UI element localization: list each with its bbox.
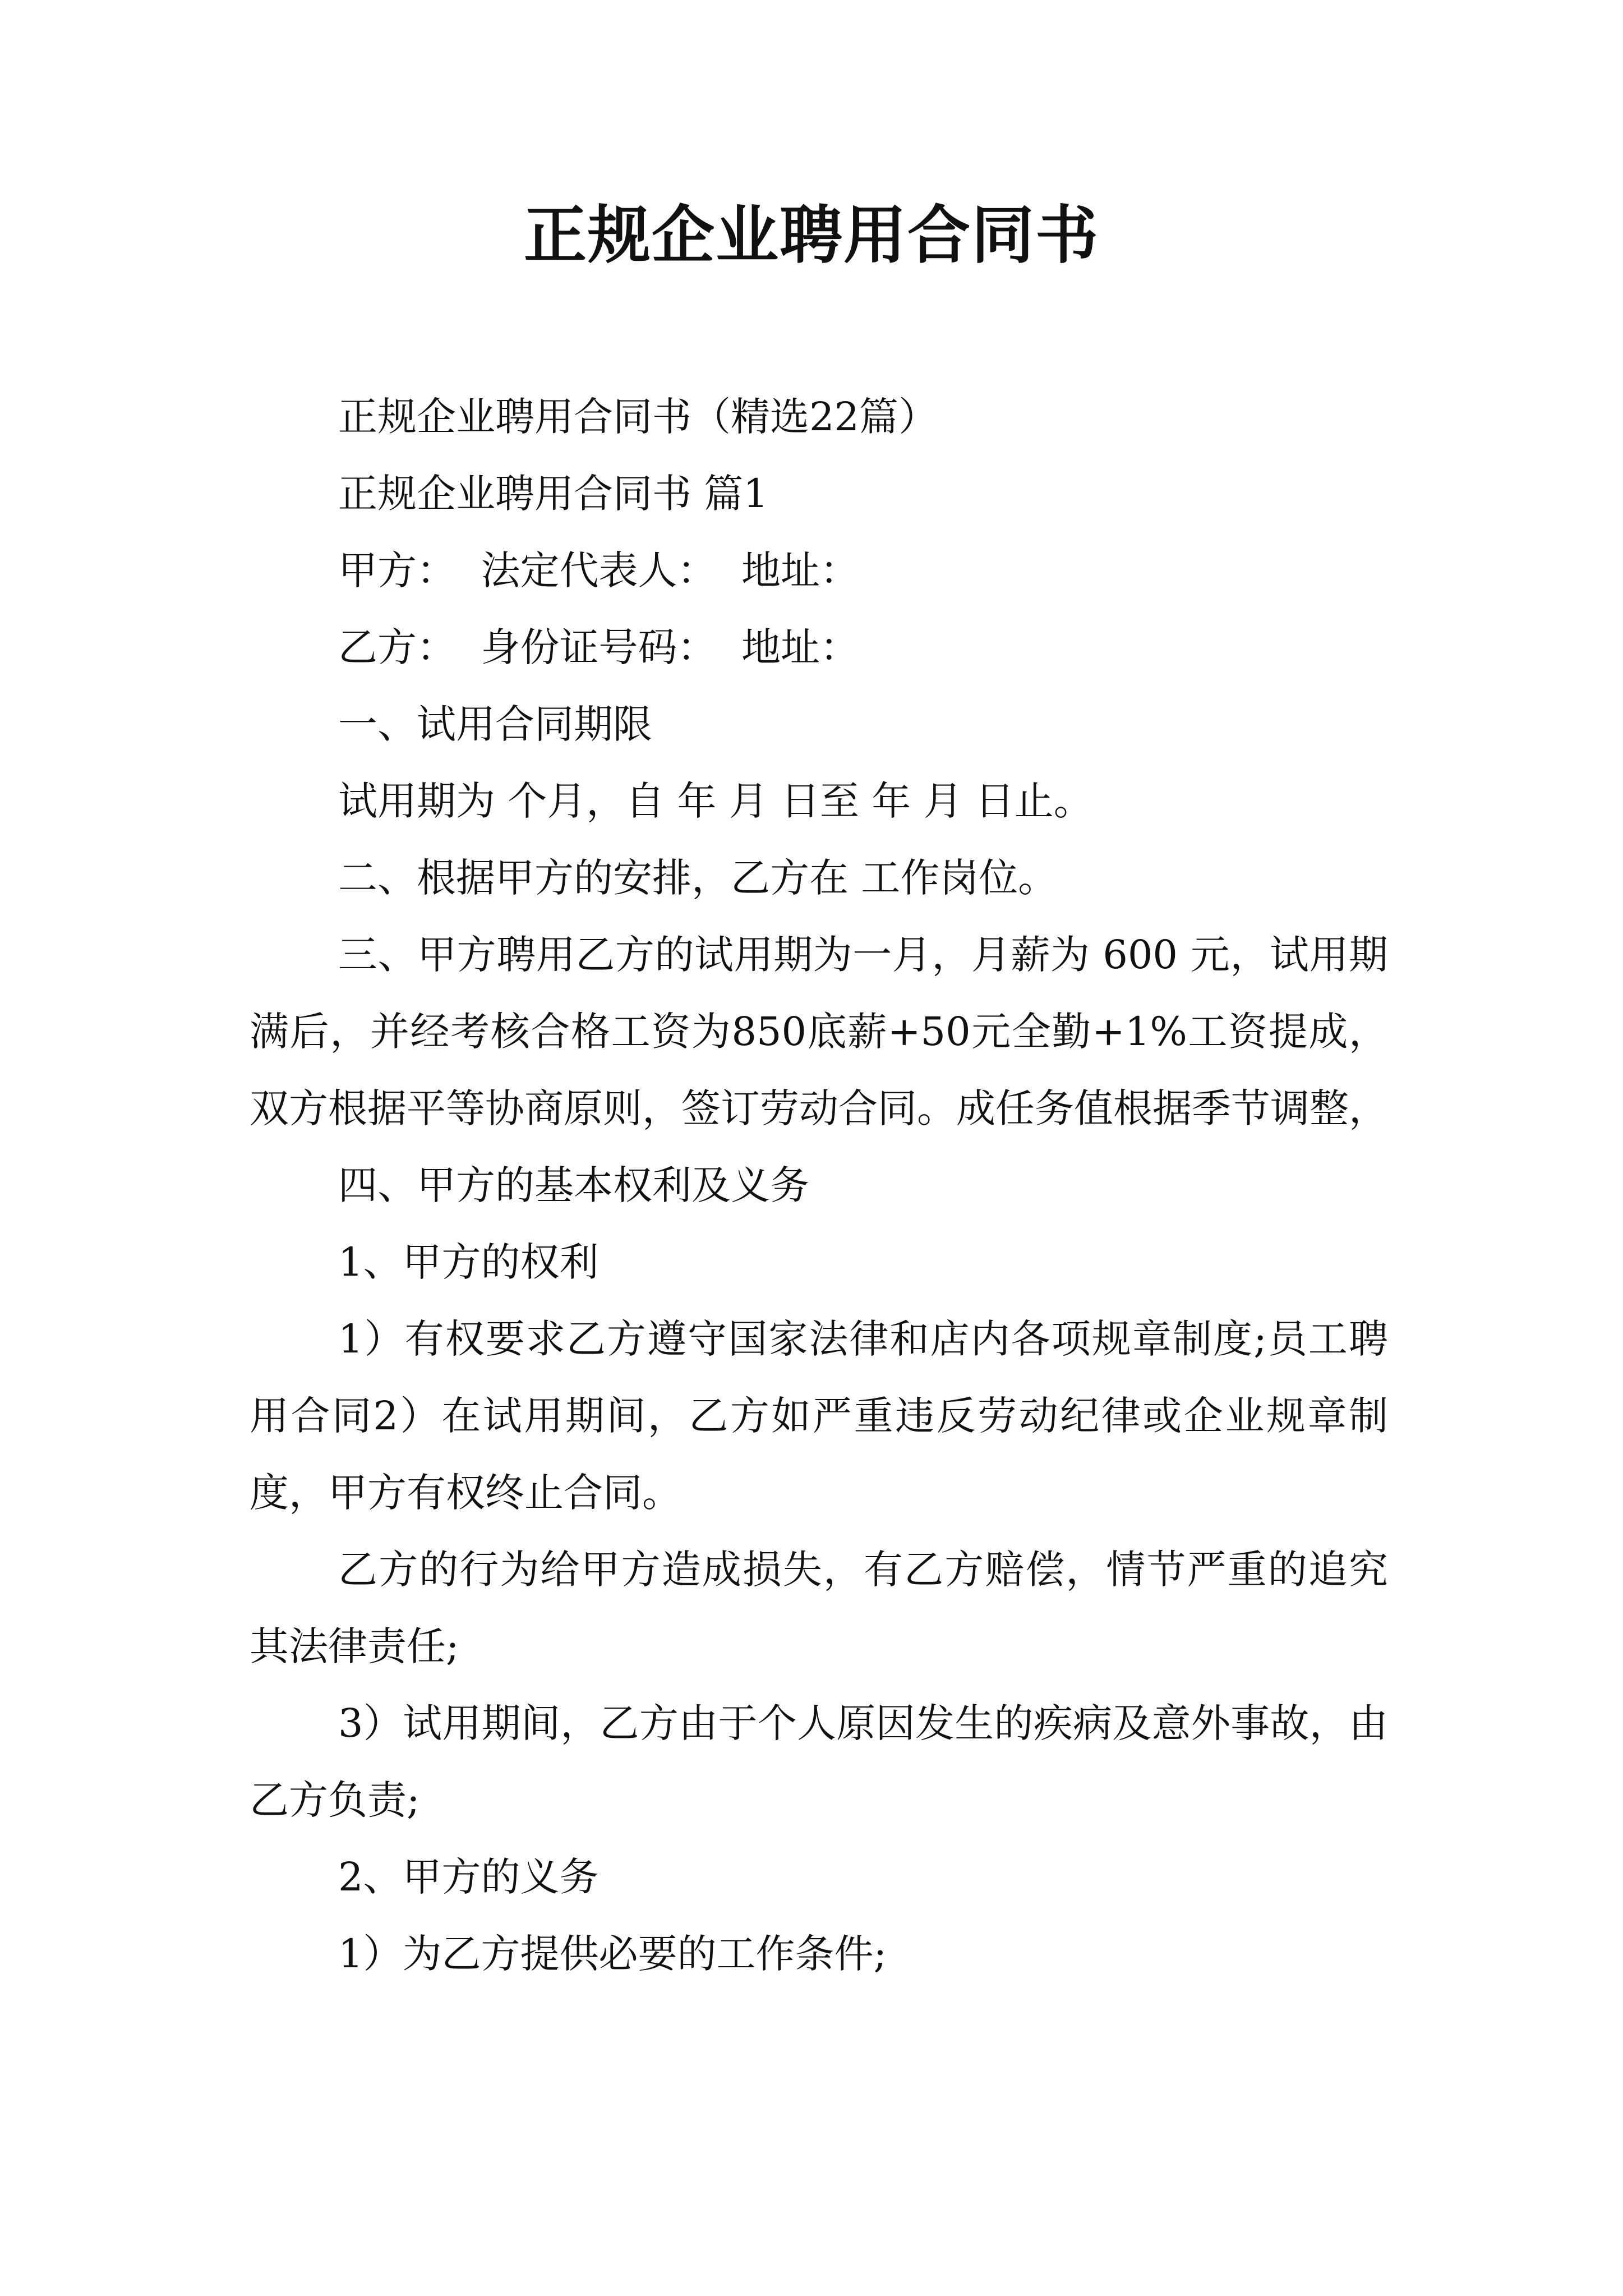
paragraph: 2、甲方的义务: [338, 1854, 599, 1900]
paragraph: 三、甲方聘用乙方的试用期为一月，月薪为 600 元，试用期满后，并经考核合格工资为850底薪+50元全勤+1%工资提成，双方根据平等协商原则，签订劳动合同。成任务值根据季节调整，: [250, 932, 1388, 1131]
paragraph: 正规企业聘用合同书（精选22篇）: [338, 394, 938, 440]
paragraph: 正规企业聘用合同书 篇1: [338, 471, 768, 517]
paragraph: 试用期为 个月，自 年 月 日至 年 月 日止。: [338, 778, 1093, 824]
paragraph: 二、根据甲方的安排，乙方在 工作岗位。: [338, 855, 1058, 901]
paragraph: 乙方： 身份证号码： 地址：: [338, 624, 860, 670]
paragraph: 甲方： 法定代表人： 地址：: [338, 547, 860, 593]
document-title: 正规企业聘用合同书: [524, 199, 1099, 272]
paragraph: 一、试用合同期限: [338, 701, 652, 747]
paragraph: 四、甲方的基本权利及义务: [338, 1162, 809, 1208]
paragraph: 1）为乙方提供必要的工作条件;: [338, 1931, 887, 1977]
paragraph: 1、甲方的权利: [338, 1239, 599, 1285]
paragraph: 乙方的行为给甲方造成损失，有乙方赔偿，情节严重的追究其法律责任;: [250, 1547, 1388, 1669]
paragraph: 1）有权要求乙方遵守国家法律和店内各项规章制度;员工聘用合同2）在试用期间，乙方如严重违反劳动纪律或企业规章制度，甲方有权终止合同。: [250, 1316, 1388, 1516]
document-body: [250, 379, 1388, 1993]
paragraph: 3）试用期间，乙方由于个人原因发生的疾病及意外事故，由乙方负责;: [250, 1700, 1388, 1823]
